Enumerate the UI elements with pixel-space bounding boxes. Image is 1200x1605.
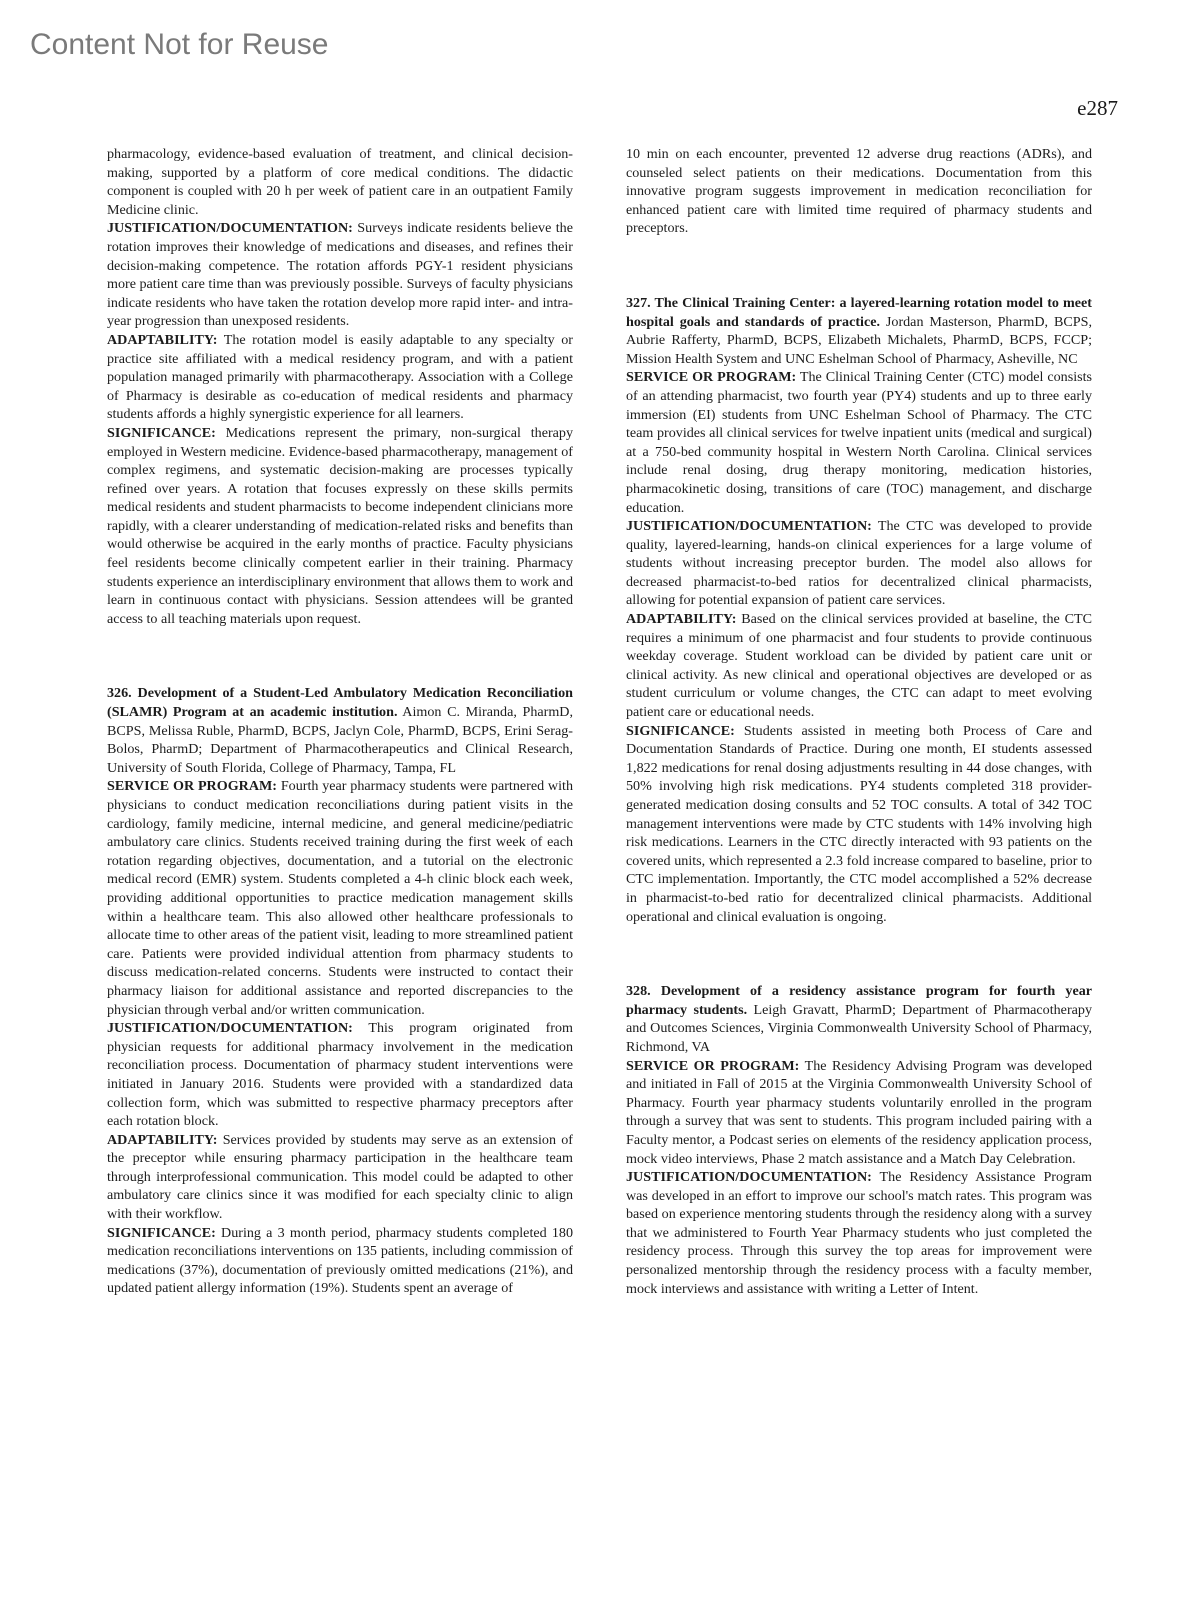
abstract-328-heading — [626, 982, 1092, 1056]
section-text: The CTC was developed to provide quality, layered-learning, hands-on clinical experiences for a large volume of students without increasing preceptor burden. The model also allows for decreased pharmacist-to-bed ratios for decentralized clinical pharmacists, allowing for potential expansion of patient care services. — [626, 518, 1092, 609]
page-number: e287 — [1077, 96, 1118, 120]
section-label: SIGNIFICANCE: — [107, 1224, 216, 1241]
abstract-327-heading — [626, 294, 1092, 368]
abstract-gap — [626, 238, 1092, 294]
section-label: SERVICE OR PROGRAM: — [626, 369, 797, 386]
abstract-327-adaptability — [626, 610, 1092, 722]
section-label: JUSTIFICATION/DOCUMENTATION: — [107, 1020, 353, 1037]
abstract-326-significance — [107, 1224, 573, 1298]
abstract-326-adaptability — [107, 1131, 573, 1224]
abstract-gap — [107, 628, 573, 684]
section-text: Surveys indicate residents believe the rotation improves their knowledge of medications and diseases, and refines their decision-making competence. The rotation affords PGY-1 resident physicians more patient care time than was previously possible. Surveys of faculty physicians indicate residents who have taken the rotation develop more rapid inter- and intra-year progression than unexposed residents. — [107, 220, 573, 330]
abstract-326-title: 326. Development of a Student-Led Ambulatory Medication Reconciliation (SLAMR) Program at an academic institution. — [107, 685, 573, 721]
continued-adaptability — [107, 331, 573, 424]
continued-justification — [107, 219, 573, 331]
watermark: Content Not for Reuse — [30, 28, 329, 61]
abstract-328-title: 328. Development of a residency assistance program for fourth year pharmacy students. — [626, 983, 1092, 1018]
section-text: The Clinical Training Center (CTC) model consists of an attending pharmacist, two fourth year (PY4) students and up to three early immersion (EI) students from UNC Eshelman School of Pharmacy. The CTC team provides all clinical services for twelve inpatient units (medical and surgical) at a 750-bed community hospital in Western North Carolina. Clinical services include renal dosing, drug therapy monitoring, medication histories, pharmacokinetic dosing, transitions of care (TOC) management, and discharge education. — [626, 369, 1093, 516]
abstract-327-title: 327. The Clinical Training Center: a layered-learning rotation model to meet hospital goals and standards of practice. — [626, 294, 1092, 330]
continued-326-text: 10 min on each encounter, prevented 12 adverse drug reactions (ADRs), and counseled select patients on their medications. Documentation from this innovative program suggests improvement in medication reconciliation for enhanced patient care with limited time required of pharmacy students and preceptors. — [626, 146, 1092, 237]
abstract-328-justification — [626, 1168, 1092, 1298]
abstract-327-service — [626, 368, 1092, 517]
abstract-gap — [626, 926, 1092, 982]
section-label: ADAPTABILITY: — [626, 611, 737, 628]
abstract-328-service — [626, 1057, 1092, 1169]
section-text: Services provided by students may serve as an extension of the preceptor while ensuring pharmacy participation in the healthcare team through interprofessional communication. This model could be adapted to other ambulatory care clinics since it was modified for each specialty clinic to align with their workflow. — [107, 1131, 573, 1223]
abstract-326-service — [107, 777, 573, 1019]
section-label: SIGNIFICANCE: — [626, 722, 735, 739]
section-label: SERVICE OR PROGRAM: — [626, 1057, 800, 1074]
section-text: Medications represent the primary, non-surgical therapy employed in Western medicine. Evidence-based pharmacotherapy, management of complex regimens, and systematic decision-making are processes typically refined over years. A rotation that focuses expressly on these skills permits medical residents and student pharmacists to become independent clinicians more rapidly, with a clearer understanding of medication-related risks and benefits than would otherwise be acquired in the early months of practice. Faculty physicians feel residents become clinically competent earlier in their training. Pharmacy students experience an interdisciplinary environment that allows them to work and learn in continuous contact with physicians. Session attendees will be granted access to all teaching materials upon request. — [107, 424, 573, 627]
abstract-326-justification — [107, 1019, 573, 1131]
section-label: SIGNIFICANCE: — [107, 424, 216, 441]
section-text: Based on the clinical services provided at baseline, the CTC requires a minimum of one pharmacist and four students to provide continuous weekday coverage. Student workload can be divided by patient care unit or clinical activity. As new clinical and operational objectives are developed or as student curriculum or volume changes, the CTC can adapt to meet evolving patient care or educational needs. — [626, 611, 1092, 721]
section-text: This program originated from physician requests for additional pharmacy involvement in the medication reconciliation process. Documentation of pharmacy student interventions were initiated in January 2016. Students were provided with a standardized data collection form, which was submitted to respective pharmacy preceptors after each rotation block. — [107, 1020, 573, 1130]
abstract-327-justification — [626, 517, 1092, 610]
left-column — [107, 145, 573, 1298]
continued-intro: pharmacology, evidence-based evaluation of treatment, and clinical decision-making, supported by a platform of core medical conditions. The didactic component is coupled with 20 h per week of patient care in an outpatient Family Medicine clinic. — [107, 146, 573, 218]
abstract-326-authors: Aimon C. Miranda, PharmD, BCPS, Melissa Ruble, PharmD, BCPS, Jaclyn Cole, PharmD, BCPS, Erini Serag-Bolos, PharmD; Department of Pharmacotherapeutics and Clinical Research, University of South Florida, College of Pharmacy, Tampa, FL — [107, 704, 573, 776]
section-label: SERVICE OR PROGRAM: — [107, 778, 278, 795]
abstract-328-authors: Leigh Gravatt, PharmD; Department of Pharmacotherapy and Outcomes Sciences, Virginia Commonwealth University School of Pharmacy, Richmond, VA — [626, 1001, 1092, 1055]
section-label: ADAPTABILITY: — [107, 1131, 218, 1148]
section-text: Fourth year pharmacy students were partnered with physicians to conduct medication reconciliations during patient visits in the cardiology, family medicine, internal medicine, and general medicine/pediatric ambulatory care clinics. Students received training during the first week of each rotation regarding objectives, documentation, and a tutorial on the electronic medical record (EMR) system. Students completed a 4-h clinic block each week, providing additional opportunities to practice medication management skills within a healthcare team. This also allowed other healthcare professionals to allocate time to other areas of the patient visit, leading to more streamlined patient care. Patients were provided individual attention from pharmacy students to discuss medication-related concerns. Students were instructed to contact their pharmacy liaison for additional assistance and reported discrepancies to the physician through verbal and/or written communication. — [107, 778, 573, 1018]
section-label: JUSTIFICATION/DOCUMENTATION: — [107, 220, 353, 237]
section-text: The rotation model is easily adaptable to any specialty or practice site affiliated with a medical residency program, and with a patient population managed primarily with pharmacotherapy. Association with a College of Pharmacy is desirable as co-education of medical residents and pharmacy students affords a highly synergistic experience for all learners. — [107, 331, 573, 423]
right-column — [626, 145, 1092, 1298]
section-text: During a 3 month period, pharmacy students completed 180 medication reconciliations interventions on 135 patients, including commission of medications (37%), documentation of previously omitted medications (21%), and updated patient allergy information (19%). Students spent an average of — [107, 1224, 573, 1297]
section-label: ADAPTABILITY: — [107, 331, 218, 348]
abstract-327-significance — [626, 722, 1092, 927]
section-label: JUSTIFICATION/DOCUMENTATION: — [626, 518, 872, 535]
section-text: Students assisted in meeting both Process of Care and Documentation Standards of Practice. During one month, EI students assessed 1,822 medications for renal dosing adjustments resulting in 44 dose changes, with 50% involving high risk medications. PY4 students completed 318 provider-generated medication dosing consults and 52 TOC consults. A total of 342 TOC management interventions were made by CTC students with 14% involving high risk medications. Learners in the CTC directly interacted with 93 patients on the covered units, which represented a 2.3 fold increase compared to baseline, prior to CTC implementation. Importantly, the CTC model accomplished a 52% decrease in pharmacist-to-bed ratio for decentralized clinical pharmacists. Additional operational and clinical evaluation is ongoing. — [626, 722, 1092, 925]
section-text: The Residency Advising Program was developed and initiated in Fall of 2015 at the Virginia Commonwealth University School of Pharmacy. Fourth year pharmacy students voluntarily enrolled in the program through a survey that was sent to students. This program included pairing with a Faculty mentor, a Podcast series on elements of the residency application process, mock video interviews, Phase 2 match assistance and a Match Day Celebration. — [626, 1057, 1093, 1167]
continued-significance — [107, 424, 573, 629]
section-text: The Residency Assistance Program was developed in an effort to improve our school's match rates. This program was based on experience mentoring students through the residency along with a survey that we administered to Fourth Year Pharmacy students who just completed the residency process. Through this survey the top areas for improvement were personalized mentorship through the residency process with a faculty member, mock interviews and assistance with writing a Letter of Intent. — [626, 1169, 1092, 1297]
abstract-327-authors: Jordan Masterson, PharmD, BCPS, Aubrie Rafferty, PharmD, BCPS, Elizabeth Michalets, PharmD, BCPS, FCCP; Mission Health System and UNC Eshelman School of Pharmacy, Asheville, NC — [626, 313, 1093, 367]
section-label: JUSTIFICATION/DOCUMENTATION: — [626, 1169, 872, 1186]
abstract-326-heading — [107, 684, 573, 777]
